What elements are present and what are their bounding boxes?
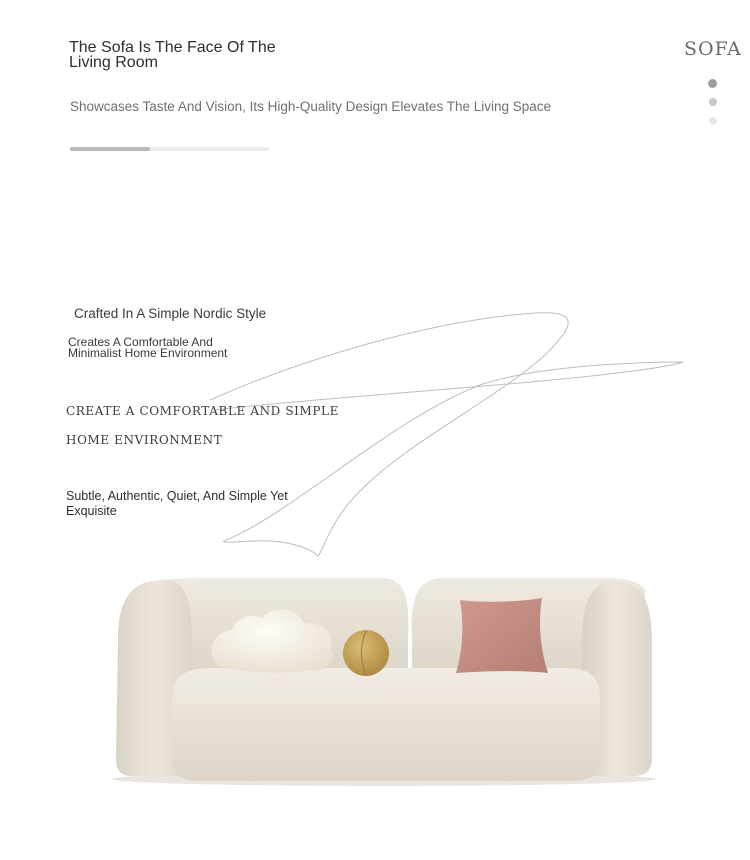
feature-note-line-2: Minimalist Home Environment xyxy=(68,346,228,360)
feature-title: Crafted In A Simple Nordic Style xyxy=(74,306,267,321)
brand-label: SOFA xyxy=(684,38,742,60)
feature-note-line-1: Creates A Comfortable And xyxy=(68,335,213,349)
page-subtitle: Showcases Taste And Vision, Its High-Quality Design Elevates The Living Space xyxy=(70,99,552,114)
ball-pillow xyxy=(343,630,389,676)
feature-tagline-line-2: Exquisite xyxy=(66,504,117,518)
feature-tagline-line-1: Subtle, Authentic, Quiet, And Simple Yet xyxy=(66,489,288,503)
square-pillow xyxy=(456,598,548,673)
serif-heading-line-1: CREATE A COMFORTABLE AND SIMPLE xyxy=(66,404,339,418)
page-title-line-2: Living Room xyxy=(69,54,158,71)
page-title-line-1: The Sofa Is The Face Of The xyxy=(69,39,276,56)
sofa-seat xyxy=(172,668,600,781)
serif-heading-line-2: HOME ENVIRONMENT xyxy=(66,433,223,447)
